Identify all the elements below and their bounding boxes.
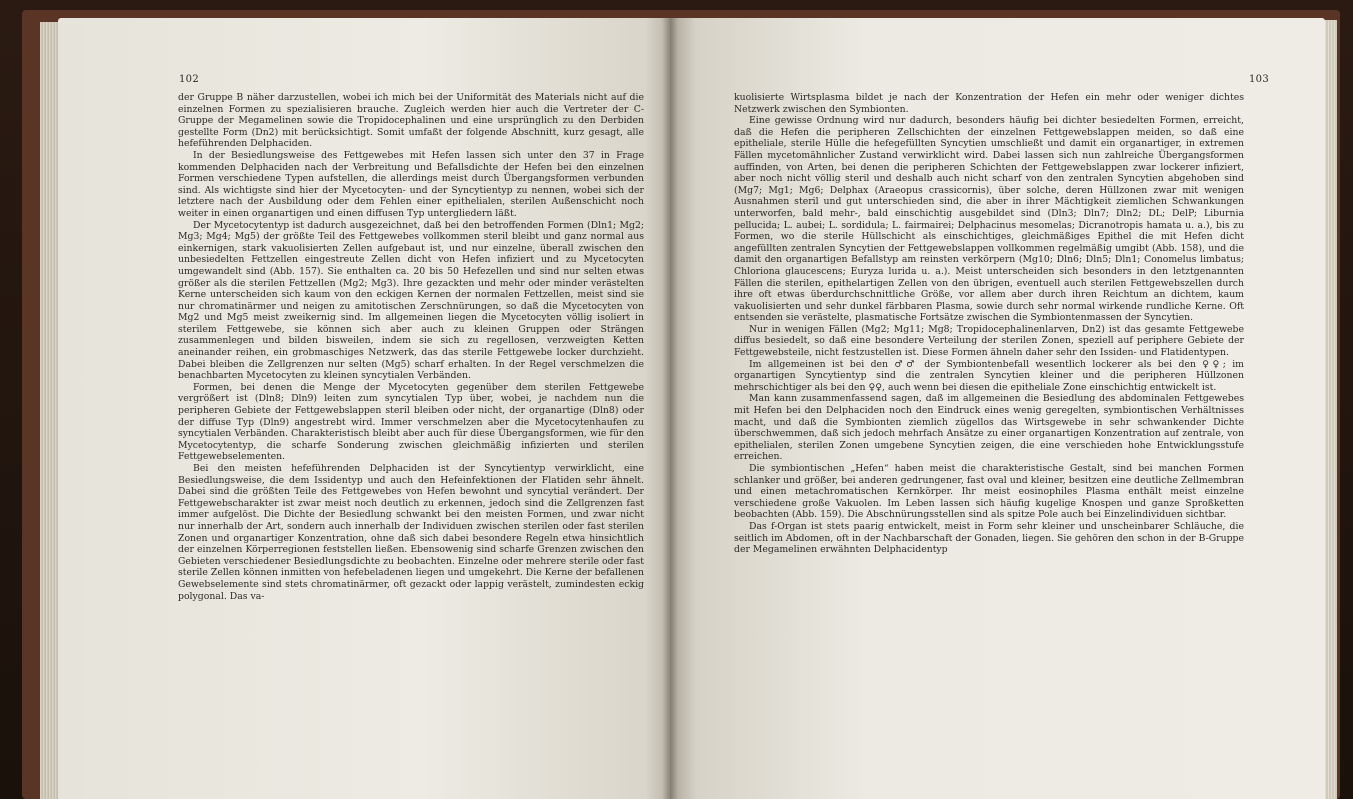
paragraph: kuolisierte Wirtsplasma bildet je nach der Konzentration der Hefen ein mehr oder weniger dichtes Netzwerk zwischen den Symbionten. bbox=[734, 92, 1244, 115]
paragraph: Im allgemeinen ist bei den ♂♂ der Symbiontenbefall wesentlich lockerer als bei den ♀♀; im organartigen Syncytientyp sind die zentralen Syncytien kleiner und die peripheren Hüllzonen mehrschichtiger als bei den ♀♀, auch wenn bei diesen die epitheliale Zone einschichtig entwickelt ist. bbox=[734, 358, 1244, 393]
page-number: 102 bbox=[179, 74, 199, 85]
paragraph: der Gruppe B näher darzustellen, wobei ich mich bei der Uniformität des Materials nicht auf die einzelnen Formen zu spezialisieren brauche. Zugleich werden hier auch die Vertreter der C-Gruppe der Megamelinen sowie die Tropidocephalinen und eine ursprünglich zu den Derbiden gestellte Form (Dn2) mit berücksichtigt. Somit umfaßt der folgende Abschnitt, kurz gesagt, alle hefeführenden Delphaciden. bbox=[178, 92, 644, 150]
paragraph: Formen, bei denen die Menge der Mycetocyten gegenüber dem sterilen Fettgewebe vergrößert ist (Dln8; Dln9) leiten zum syncytialen Typ über, wobei, je nachdem nun die peripheren Gebiete der Fettgewebslappen steril bleiben oder nicht, der organartige (Dln8) oder der diffuse Typ (Dln9) angestrebt wird. Immer verschmelzen aber die Mycetocytenhaufen zu syncytialen Verbänden. Charakteristisch bleibt aber auch für diese Übergangsformen, wie für den Mycetocytentyp, die scharfe Sonderung zwischen gleichmäßig infizierten und sterilen Fettgewebselementen. bbox=[178, 381, 644, 463]
paragraph: Das f-Organ ist stets paarig entwickelt, meist in Form sehr kleiner und unscheinbarer Schläuche, die seitlich im Abdomen, oft in der Nachbarschaft der Gonaden, liegen. Sie gehören den schon in der B-Gruppe der Megamelinen erwähnten Delphacidentyp bbox=[734, 520, 1244, 556]
book-gutter bbox=[662, 18, 678, 799]
body-text bbox=[178, 92, 644, 602]
paragraph: Bei den meisten hefeführenden Delphaciden ist der Syncytientyp verwirklicht, eine Besiedlungsweise, die dem Issidentyp und auch den Hefeinfektionen der Flatiden sehr ähnelt. Dabei sind die größten Teile des Fettgewebes von Hefen bewohnt und syncytial verändert. Der Fettgewebscharakter ist zwar meist noch deutlich zu erkennen, jedoch sind die Zellgrenzen fast immer aufgelöst. Die Dichte der Besiedlung schwankt bei den meisten Formen, und zwar nicht nur innerhalb der Art, sondern auch innerhalb der Individuen zwischen sterilen oder fast sterilen Zonen und organartiger Konzentration, ohne daß sich dabei besondere Regeln etwa hinsichtlich der einzelnen Körperregionen feststellen ließen. Ebensowenig sind scharfe Grenzen zwischen den Gebieten verschiedener Besiedlungsdichte zu beobachten. Einzelne oder mehrere sterile oder fast sterile Zellen können inmitten von hefebeladenen liegen und umgekehrt. Die Kerne der befallenen Gewebselemente sind stets chromatinärmer, oft gezackt oder lappig verästelt, zumindesten eckig polygonal. Das va- bbox=[178, 463, 644, 602]
page-number: 103 bbox=[1249, 74, 1269, 85]
paragraph: Die symbiontischen „Hefen“ haben meist die charakteristische Gestalt, sind bei manchen Formen schlanker und größer, bei anderen gedrungener, fast oval und kleiner, besitzen eine deutliche Zellmembran und einen metachromatischen Kernkörper. Ihr meist eosinophiles Plasma enthält meist einzelne verschiedene große Vakuolen. Im Leben lassen sich häufig kugelige Knospen und ganze Sproßketten beobachten (Abb. 159). Die Abschnürungsstellen sind als spitze Pole auch bei Einzelindividuen sichtbar. bbox=[734, 463, 1244, 521]
body-text bbox=[734, 92, 1244, 556]
page-edges-right bbox=[1325, 20, 1337, 799]
right-page bbox=[670, 18, 1325, 799]
paragraph: Eine gewisse Ordnung wird nur dadurch, besonders häufig bei dichter besiedelten Formen, erreicht, daß die Hefen die peripheren Zellschichten der einzelnen Fettgewebslappen meiden, so daß eine epitheliale, sterile Hülle die hefegefüllten Syncytien umschließt und damit ein organartiger, in extremen Fällen mycetomähnlicher Zustand verwirklicht wird. Dabei lassen sich nun zahlreiche Übergangsformen auffinden, von Arten, bei denen die peripheren Schichten der Fettgewebslappen zwar lockerer infiziert, aber noch nicht völlig steril und deshalb auch nicht scharf von den zentralen Syncytien abgehoben sind (Mg7; Mg1; Mg6; Delphax (Araeopus crassicornis), über solche, deren Hüllzonen zwar mit wenigen Ausnahmen steril und gut unterschieden sind, die aber in ihrer Mächtigkeit ziemlichen Schwankungen unterworfen, bald mehr-, bald einschichtig ausgebildet sind (Dln3; Dln7; Dln2; DL; DelP; Liburnia pellucida; L. aubei; L. sordidula; L. fairmairei; Delphacinus mesomelas; Dicranotropis hamata u. a.), bis zu Formen, wo die sterile Hüllschicht als einschichtiges, gleichmäßiges Epithel die mit Hefen dicht angefüllten zentralen Syncytien der Fettgewebslappen vollkommen regelmäßig umgibt (Abb. 158), und die damit den organartigen Befallstyp am reinsten verkörpern (Mg10; Dln6; Dln5; Dln1; Conomelus limbatus; Chloriona glaucescens; Euryza lurida u. a.). Meist unterscheiden sich besonders in den letztgenannten Fällen die sterilen, epithelartigen Zellen von den übrigen, eventuell auch sterilen Fettgewebszellen durch ihre oft etwas überdurchschnittliche Größe, vor allem aber durch ihren Reichtum an dichtem, kaum vakuolisierten und sehr dunkel färbbaren Plasma, sowie durch sehr normal wirkende rundliche Kerne. Oft entsenden sie verästelte, plasmatische Fortsätze zwischen die Symbiontenmassen der Syncytien. bbox=[734, 115, 1244, 324]
paragraph: In der Besiedlungsweise des Fettgewebes mit Hefen lassen sich unter den 37 in Frage kommenden Delphaciden nach der Verbreitung und Befallsdichte der Hefen bei den einzelnen Formen verschiedene Typen aufstellen, die allerdings meist durch Übergangsformen verbunden sind. Als wichtigste sind hier der Mycetocyten- und der Syncytientyp zu nennen, wobei sich der letztere nach der Ausbildung oder dem Fehlen einer epithelialen, sterilen Außenschicht noch weiter in einen organartigen und einen diffusen Typ untergliedern läßt. bbox=[178, 149, 644, 219]
left-page bbox=[58, 18, 670, 799]
paragraph: Der Mycetocytentyp ist dadurch ausgezeichnet, daß bei den betroffenden Formen (Dln1; Mg2; Mg3; Mg4; Mg5) der größte Teil des Fettgewebes vollkommen steril bleibt und ganz normal aus einkernigen, stark vakuolisierten Zellen aufgebaut ist, und nur einzelne, überall zwischen den unbesiedelten Fettzellen eingestreute Zellen dicht von Hefen infiziert und zu Mycetocyten umgewandelt sind (Abb. 157). Sie enthalten ca. 20 bis 50 Hefezellen und sind nur selten etwas größer als die sterilen Fettzellen (Mg2; Mg3). Ihre gezackten und mehr oder minder verästelten Kerne unterscheiden sich kaum von den eckigen Kernen der normalen Fettzellen, meist sind sie nur chromatinärmer und neigen zu amitotischen Zerschnürungen, so daß die Mycetocyten von Mg2 und Mg5 meist zweikernig sind. Im allgemeinen liegen die Mycetocyten völlig isoliert in sterilem Fettgewebe, sie können sich aber auch zu kleinen Gruppen oder Strängen zusammenlegen und bilden bisweilen, indem sie sich zu regellosen, verzweigten Ketten aneinander reihen, ein grobmaschiges Netzwerk, das das sterile Fettgewebe locker durchzieht. Dabei bleiben die Zellgrenzen nur selten (Mg5) scharf erhalten. In der Regel verschmelzen die benachbarten Mycetocyten zu kleinen syncytialen Verbänden. bbox=[178, 219, 644, 382]
page-edges-left bbox=[40, 22, 58, 799]
paragraph: Nur in wenigen Fällen (Mg2; Mg11; Mg8; Tropidocephalinenlarven, Dn2) ist das gesamte Fettgewebe diffus besiedelt, so daß eine besondere Verteilung der sterilen Zonen, speziell auf periphere Gebiete der Fettgewebsteile, nicht festzustellen ist. Diese Formen ähneln daher sehr den Issiden- und Flatidentypen. bbox=[734, 323, 1244, 359]
paragraph: Man kann zusammenfassend sagen, daß im allgemeinen die Besiedlung des abdominalen Fettgewebes mit Hefen bei den Delphaciden noch den Eindruck eines wenig geregelten, symbiontischen Verhältnisses macht, und daß die Symbionten ziemlich zügellos das Wirtsgewebe in sehr schwankender Dichte überschwemmen, daß sich jedoch mehrfach Ansätze zu einer organartigen Konzentration auf zentrale, von epithelialen, sterilen Zonen umgebene Syncytien zeigen, die eine verschieden hohe Entwicklungsstufe erreichen. bbox=[734, 393, 1244, 463]
